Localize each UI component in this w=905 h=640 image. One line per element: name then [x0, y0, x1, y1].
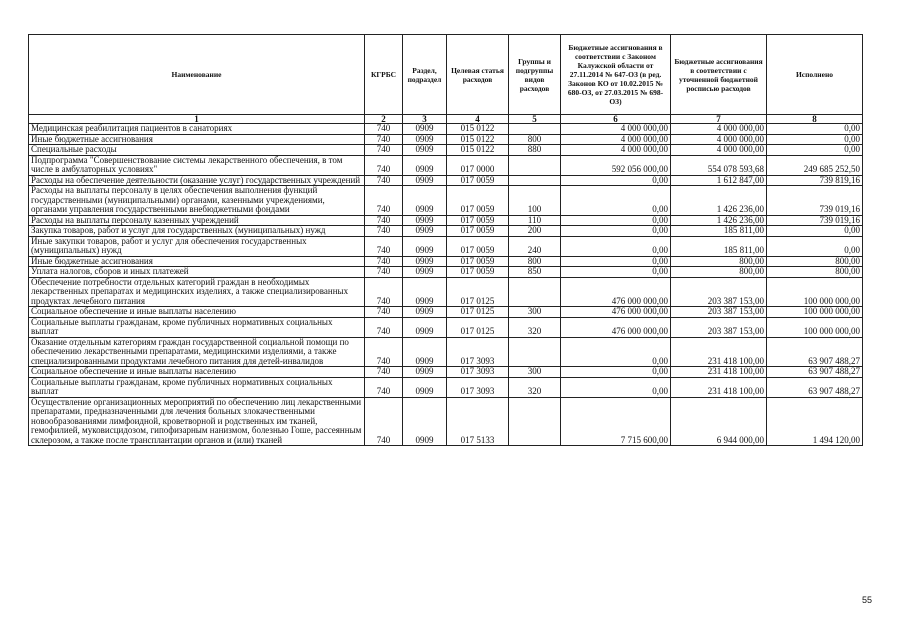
row-refined-amount-cell: 1 426 236,00: [671, 186, 767, 216]
row-executed-amount-cell: 63 907 488,27: [767, 367, 863, 378]
table-row: [29, 186, 863, 216]
table-row: [29, 367, 863, 378]
header-kgrbs: КГРБС: [365, 35, 403, 115]
row-refined-amount-cell: 231 418 100,00: [671, 377, 767, 397]
table-row: [29, 134, 863, 145]
column-number: 7: [671, 115, 767, 124]
column-number: 5: [509, 115, 561, 124]
row-razdel-cell: 0909: [403, 175, 447, 186]
table-row: [29, 277, 863, 307]
row-group-cell: [509, 155, 561, 175]
row-law-amount-cell: 476 000 000,00: [561, 317, 671, 337]
row-refined-amount-cell: 4 000 000,00: [671, 134, 767, 145]
row-name-cell: Закупка товаров, работ и услуг для государственных (муниципальных) нужд: [29, 226, 365, 237]
row-name-cell: Оказание отдельным категориям граждан государственной социальной помощи по обеспечению лекарственными препаратами, медицинскими изделиями, а также специализированными продуктами лечебного питания для детей-инвалидов: [29, 337, 365, 367]
row-name-cell: Иные бюджетные ассигнования: [29, 256, 365, 267]
row-law-amount-cell: 4 000 000,00: [561, 124, 671, 135]
row-law-amount-cell: 0,00: [561, 226, 671, 237]
row-razdel-cell: 0909: [403, 337, 447, 367]
row-target-cell: 015 0122: [447, 124, 509, 135]
column-number: 2: [365, 115, 403, 124]
row-group-cell: [509, 277, 561, 307]
row-executed-amount-cell: 800,00: [767, 267, 863, 278]
row-refined-amount-cell: 800,00: [671, 256, 767, 267]
row-refined-amount-cell: 203 387 153,00: [671, 277, 767, 307]
row-group-cell: 320: [509, 377, 561, 397]
row-law-amount-cell: 4 000 000,00: [561, 134, 671, 145]
row-razdel-cell: 0909: [403, 307, 447, 318]
header-target: Целевая статья расходов: [447, 35, 509, 115]
row-name-cell: Социальное обеспечение и иные выплаты населению: [29, 307, 365, 318]
row-target-cell: 017 0125: [447, 317, 509, 337]
table-row: [29, 226, 863, 237]
row-executed-amount-cell: 0,00: [767, 145, 863, 156]
row-target-cell: 017 0125: [447, 307, 509, 318]
table-row: [29, 175, 863, 186]
row-law-amount-cell: 0,00: [561, 215, 671, 226]
row-name-cell: Расходы на обеспечение деятельности (оказание услуг) государственных учреждений: [29, 175, 365, 186]
column-number: 8: [767, 115, 863, 124]
row-kgrbs-cell: 740: [365, 307, 403, 318]
column-number: 1: [29, 115, 365, 124]
row-kgrbs-cell: 740: [365, 337, 403, 367]
row-razdel-cell: 0909: [403, 155, 447, 175]
row-executed-amount-cell: 63 907 488,27: [767, 337, 863, 367]
row-group-cell: 200: [509, 226, 561, 237]
column-number: 6: [561, 115, 671, 124]
row-refined-amount-cell: 185 811,00: [671, 226, 767, 237]
row-name-cell: Социальные выплаты гражданам, кроме публичных нормативных социальных выплат: [29, 317, 365, 337]
table-row: [29, 317, 863, 337]
row-target-cell: 017 0125: [447, 277, 509, 307]
row-kgrbs-cell: 740: [365, 236, 403, 256]
row-name-cell: Подпрограмма "Совершенствование системы лекарственного обеспечения, в том числе в амбулаторных условиях": [29, 155, 365, 175]
table-row: [29, 236, 863, 256]
row-law-amount-cell: 0,00: [561, 367, 671, 378]
row-target-cell: 017 0059: [447, 175, 509, 186]
row-executed-amount-cell: 739 819,16: [767, 175, 863, 186]
row-group-cell: 300: [509, 367, 561, 378]
row-refined-amount-cell: 231 418 100,00: [671, 337, 767, 367]
row-name-cell: Расходы на выплаты персоналу в целях обеспечения выполнения функций государственными (муниципальными) органами, казенными учреждениями, органами управления государственными внебюджетными фондами: [29, 186, 365, 216]
row-razdel-cell: 0909: [403, 134, 447, 145]
row-kgrbs-cell: 740: [365, 377, 403, 397]
row-refined-amount-cell: 203 387 153,00: [671, 307, 767, 318]
row-group-cell: [509, 124, 561, 135]
row-refined-amount-cell: 554 078 593,68: [671, 155, 767, 175]
row-group-cell: 100: [509, 186, 561, 216]
row-kgrbs-cell: 740: [365, 124, 403, 135]
row-executed-amount-cell: 100 000 000,00: [767, 317, 863, 337]
row-target-cell: 017 3093: [447, 337, 509, 367]
row-law-amount-cell: 0,00: [561, 186, 671, 216]
row-kgrbs-cell: 740: [365, 175, 403, 186]
row-target-cell: 015 0122: [447, 134, 509, 145]
column-number: 3: [403, 115, 447, 124]
row-kgrbs-cell: 740: [365, 134, 403, 145]
row-group-cell: 800: [509, 256, 561, 267]
row-name-cell: Специальные расходы: [29, 145, 365, 156]
row-kgrbs-cell: 740: [365, 186, 403, 216]
row-law-amount-cell: 592 056 000,00: [561, 155, 671, 175]
row-target-cell: 017 3093: [447, 377, 509, 397]
row-refined-amount-cell: 4 000 000,00: [671, 124, 767, 135]
row-kgrbs-cell: 740: [365, 155, 403, 175]
row-name-cell: Осуществление организационных мероприятий по обеспечению лиц лекарственными препаратами, предназначенными для лечения больных злокачественными новообразованиями лимфоидной, кроветворной и родственных им тканей, гемофилией, муковисцидозом, гипофизарным нанизмом, болезнью Гоше, рассеянным склерозом, а также после трансплантации органов и (или) тканей: [29, 397, 365, 446]
row-group-cell: 240: [509, 236, 561, 256]
row-target-cell: 017 0059: [447, 226, 509, 237]
row-kgrbs-cell: 740: [365, 226, 403, 237]
header-row: [29, 35, 863, 115]
row-group-cell: 110: [509, 215, 561, 226]
table-row: [29, 307, 863, 318]
row-group-cell: 320: [509, 317, 561, 337]
row-name-cell: Расходы на выплаты персоналу казенных учреждений: [29, 215, 365, 226]
row-group-cell: [509, 337, 561, 367]
row-razdel-cell: 0909: [403, 124, 447, 135]
budget-table-sheet: [28, 34, 863, 446]
row-razdel-cell: 0909: [403, 145, 447, 156]
row-refined-amount-cell: 203 387 153,00: [671, 317, 767, 337]
row-target-cell: 017 3093: [447, 367, 509, 378]
row-razdel-cell: 0909: [403, 215, 447, 226]
row-refined-amount-cell: 6 944 000,00: [671, 397, 767, 446]
row-law-amount-cell: 0,00: [561, 256, 671, 267]
row-refined-amount-cell: 1 612 847,00: [671, 175, 767, 186]
row-refined-amount-cell: 1 426 236,00: [671, 215, 767, 226]
table-row: [29, 215, 863, 226]
row-refined-amount-cell: 231 418 100,00: [671, 367, 767, 378]
row-executed-amount-cell: 1 494 120,00: [767, 397, 863, 446]
row-kgrbs-cell: 740: [365, 145, 403, 156]
row-group-cell: 880: [509, 145, 561, 156]
table-row: [29, 337, 863, 367]
row-name-cell: Социальное обеспечение и иные выплаты населению: [29, 367, 365, 378]
row-refined-amount-cell: 185 811,00: [671, 236, 767, 256]
table-row: [29, 377, 863, 397]
column-number-row: [29, 115, 863, 124]
row-law-amount-cell: 0,00: [561, 337, 671, 367]
column-number: 4: [447, 115, 509, 124]
row-refined-amount-cell: 800,00: [671, 267, 767, 278]
table-row: [29, 397, 863, 446]
row-law-amount-cell: 0,00: [561, 236, 671, 256]
row-executed-amount-cell: 800,00: [767, 256, 863, 267]
header-razdel: Раздел, подраздел: [403, 35, 447, 115]
row-razdel-cell: 0909: [403, 367, 447, 378]
row-law-amount-cell: 476 000 000,00: [561, 307, 671, 318]
row-razdel-cell: 0909: [403, 236, 447, 256]
header-law: Бюджетные ассигнования в соответствии с Законом Калужской области от 27.11.2014 № 647-ОЗ (в ред. Законов КО от 10.02.2015 № 680-ОЗ, от 27.03.2015 № 698-ОЗ): [561, 35, 671, 115]
row-target-cell: 017 5133: [447, 397, 509, 446]
page-number: 55: [862, 595, 873, 605]
row-razdel-cell: 0909: [403, 256, 447, 267]
table-body: [29, 124, 863, 446]
row-group-cell: [509, 397, 561, 446]
row-kgrbs-cell: 740: [365, 367, 403, 378]
row-law-amount-cell: 7 715 600,00: [561, 397, 671, 446]
row-law-amount-cell: 0,00: [561, 175, 671, 186]
row-kgrbs-cell: 740: [365, 277, 403, 307]
row-executed-amount-cell: 739 019,16: [767, 215, 863, 226]
row-group-cell: 850: [509, 267, 561, 278]
row-target-cell: 017 0059: [447, 215, 509, 226]
header-executed: Исполнено: [767, 35, 863, 115]
table-row: [29, 267, 863, 278]
row-name-cell: Медицинская реабилитация пациентов в санаториях: [29, 124, 365, 135]
row-target-cell: 017 0059: [447, 256, 509, 267]
row-target-cell: 015 0122: [447, 145, 509, 156]
row-name-cell: Социальные выплаты гражданам, кроме публичных нормативных социальных выплат: [29, 377, 365, 397]
row-target-cell: 017 0059: [447, 236, 509, 256]
row-law-amount-cell: 476 000 000,00: [561, 277, 671, 307]
row-name-cell: Иные бюджетные ассигнования: [29, 134, 365, 145]
row-razdel-cell: 0909: [403, 377, 447, 397]
row-group-cell: [509, 175, 561, 186]
row-executed-amount-cell: 0,00: [767, 226, 863, 237]
header-refined: Бюджетные ассигнования в соответствии с уточненной бюджетной росписью расходов: [671, 35, 767, 115]
header-name: Наименование: [29, 35, 365, 115]
row-kgrbs-cell: 740: [365, 215, 403, 226]
row-law-amount-cell: 0,00: [561, 377, 671, 397]
row-refined-amount-cell: 4 000 000,00: [671, 145, 767, 156]
row-razdel-cell: 0909: [403, 277, 447, 307]
row-executed-amount-cell: 0,00: [767, 236, 863, 256]
row-kgrbs-cell: 740: [365, 267, 403, 278]
row-kgrbs-cell: 740: [365, 317, 403, 337]
row-target-cell: 017 0059: [447, 267, 509, 278]
table-row: [29, 256, 863, 267]
row-law-amount-cell: 4 000 000,00: [561, 145, 671, 156]
row-name-cell: Уплата налогов, сборов и иных платежей: [29, 267, 365, 278]
row-name-cell: Обеспечение потребности отдельных категорий граждан в необходимых лекарственных препаратах и медицинских изделиях, а также специализированных продуктах лечебного питания: [29, 277, 365, 307]
row-kgrbs-cell: 740: [365, 256, 403, 267]
row-executed-amount-cell: 249 685 252,50: [767, 155, 863, 175]
row-razdel-cell: 0909: [403, 186, 447, 216]
row-kgrbs-cell: 740: [365, 397, 403, 446]
row-name-cell: Иные закупки товаров, работ и услуг для обеспечения государственных (муниципальных) нужд: [29, 236, 365, 256]
row-executed-amount-cell: 63 907 488,27: [767, 377, 863, 397]
table-row: [29, 145, 863, 156]
table-row: [29, 124, 863, 135]
row-razdel-cell: 0909: [403, 226, 447, 237]
row-razdel-cell: 0909: [403, 397, 447, 446]
row-razdel-cell: 0909: [403, 267, 447, 278]
budget-table: [28, 34, 863, 446]
row-executed-amount-cell: 0,00: [767, 134, 863, 145]
row-executed-amount-cell: 100 000 000,00: [767, 277, 863, 307]
row-executed-amount-cell: 0,00: [767, 124, 863, 135]
table-row: [29, 155, 863, 175]
row-target-cell: 017 0000: [447, 155, 509, 175]
row-group-cell: 300: [509, 307, 561, 318]
row-law-amount-cell: 0,00: [561, 267, 671, 278]
row-group-cell: 800: [509, 134, 561, 145]
row-executed-amount-cell: 739 019,16: [767, 186, 863, 216]
row-razdel-cell: 0909: [403, 317, 447, 337]
header-groups: Группы и подгруппы видов расходов: [509, 35, 561, 115]
row-target-cell: 017 0059: [447, 186, 509, 216]
row-executed-amount-cell: 100 000 000,00: [767, 307, 863, 318]
